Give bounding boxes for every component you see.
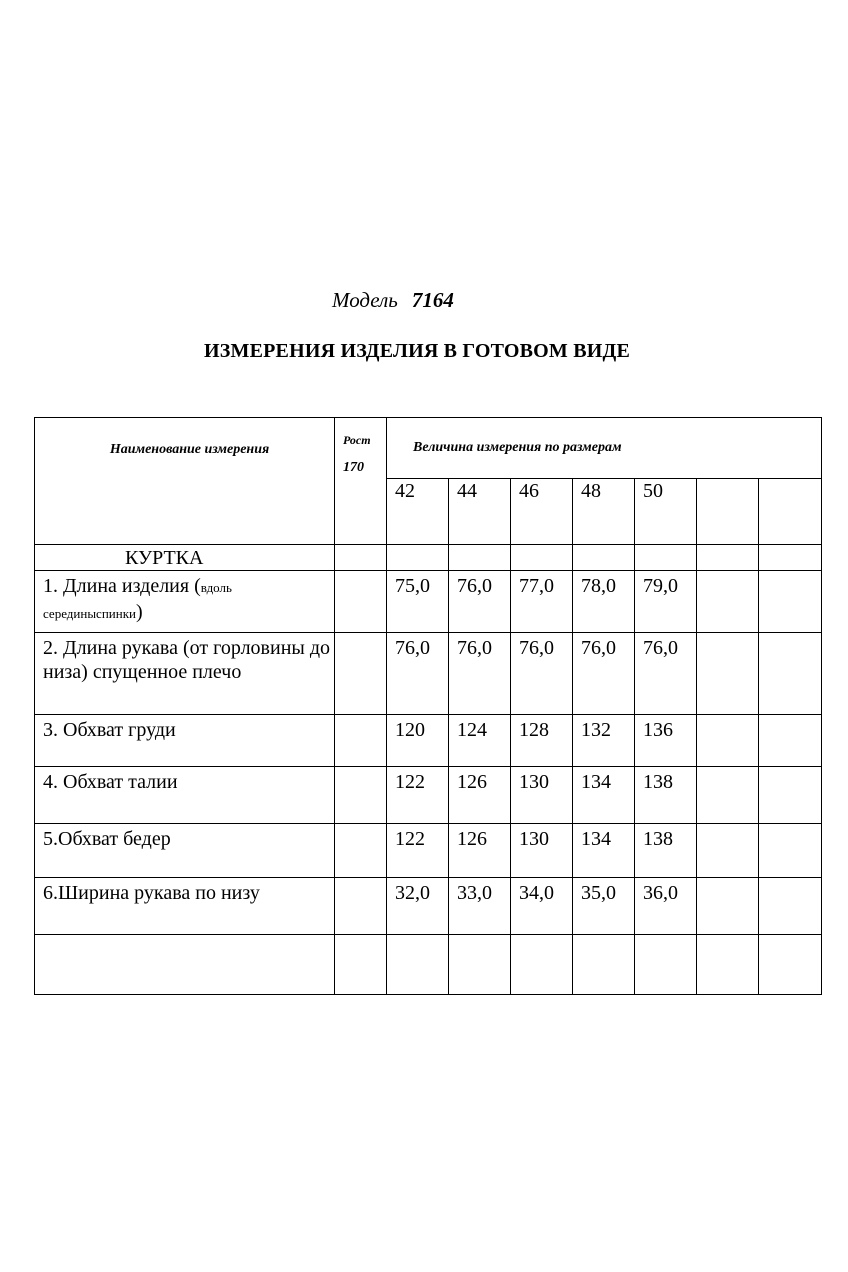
value-cell: 76,0 bbox=[511, 633, 573, 715]
value-cell: 77,0 bbox=[511, 571, 573, 633]
row-name: 1. Длина изделия ( bbox=[43, 575, 201, 597]
empty-row bbox=[35, 935, 822, 995]
empty-cell bbox=[449, 545, 511, 571]
size-cell bbox=[759, 479, 822, 545]
value-cell bbox=[759, 715, 822, 767]
value-cell bbox=[697, 633, 759, 715]
section-row bbox=[35, 545, 822, 571]
value-cell bbox=[697, 767, 759, 824]
value-cell: 134 bbox=[573, 824, 635, 878]
empty-cell bbox=[335, 878, 387, 935]
header-height-value: 170 bbox=[343, 460, 364, 475]
value-cell: 33,0 bbox=[449, 878, 511, 935]
empty-cell bbox=[449, 935, 511, 995]
size-cell: 42 bbox=[387, 479, 449, 545]
header-sizes-cell bbox=[387, 418, 822, 479]
empty-cell bbox=[335, 935, 387, 995]
section-label: КУРТКА bbox=[35, 545, 335, 571]
value-cell: 122 bbox=[387, 824, 449, 878]
empty-cell bbox=[335, 545, 387, 571]
measurement-name bbox=[35, 571, 335, 633]
row-note: вдоль серединыспинки bbox=[43, 580, 232, 621]
header-name-label: Наименование измерения bbox=[109, 442, 270, 457]
value-cell: 138 bbox=[635, 824, 697, 878]
size-cell: 46 bbox=[511, 479, 573, 545]
header-height-label: Рост bbox=[343, 433, 371, 447]
size-cell bbox=[697, 479, 759, 545]
value-cell: 136 bbox=[635, 715, 697, 767]
header-height-cell bbox=[335, 418, 387, 545]
value-cell: 138 bbox=[635, 767, 697, 824]
value-cell: 32,0 bbox=[387, 878, 449, 935]
value-cell: 36,0 bbox=[635, 878, 697, 935]
value-cell: 122 bbox=[387, 767, 449, 824]
measurement-name: 6.Ширина рукава по низу bbox=[35, 878, 335, 935]
size-cell: 44 bbox=[449, 479, 511, 545]
size-cell: 48 bbox=[573, 479, 635, 545]
header-name-cell bbox=[35, 418, 335, 545]
empty-cell bbox=[573, 935, 635, 995]
value-cell bbox=[697, 824, 759, 878]
value-cell: 128 bbox=[511, 715, 573, 767]
empty-cell bbox=[387, 935, 449, 995]
empty-cell bbox=[335, 571, 387, 633]
value-cell: 132 bbox=[573, 715, 635, 767]
empty-cell bbox=[759, 935, 822, 995]
header-row bbox=[35, 418, 822, 479]
measurement-name: 5.Обхват бедер bbox=[35, 824, 335, 878]
value-cell bbox=[759, 633, 822, 715]
value-cell bbox=[759, 824, 822, 878]
empty-cell bbox=[511, 545, 573, 571]
value-cell: 34,0 bbox=[511, 878, 573, 935]
empty-cell bbox=[335, 633, 387, 715]
value-cell bbox=[697, 715, 759, 767]
value-cell bbox=[759, 767, 822, 824]
table-row bbox=[35, 767, 822, 824]
table-row bbox=[35, 715, 822, 767]
empty-cell bbox=[511, 935, 573, 995]
empty-cell bbox=[759, 545, 822, 571]
empty-cell bbox=[335, 824, 387, 878]
value-cell: 76,0 bbox=[449, 633, 511, 715]
value-cell: 124 bbox=[449, 715, 511, 767]
table-row bbox=[35, 824, 822, 878]
value-cell bbox=[697, 878, 759, 935]
measurements-table bbox=[34, 417, 822, 995]
value-cell: 76,0 bbox=[387, 633, 449, 715]
value-cell: 120 bbox=[387, 715, 449, 767]
empty-cell bbox=[335, 767, 387, 824]
empty-cell bbox=[335, 715, 387, 767]
value-cell: 79,0 bbox=[635, 571, 697, 633]
empty-cell bbox=[35, 935, 335, 995]
model-line bbox=[332, 288, 454, 313]
value-cell bbox=[759, 878, 822, 935]
row-name-end: ) bbox=[135, 601, 143, 623]
table-row bbox=[35, 878, 822, 935]
size-cell: 50 bbox=[635, 479, 697, 545]
value-cell: 76,0 bbox=[449, 571, 511, 633]
measurement-name: 4. Обхват талии bbox=[35, 767, 335, 824]
value-cell: 35,0 bbox=[573, 878, 635, 935]
measurement-name: 3. Обхват груди bbox=[35, 715, 335, 767]
empty-cell bbox=[635, 935, 697, 995]
value-cell bbox=[697, 571, 759, 633]
table-row bbox=[35, 571, 822, 633]
value-cell: 76,0 bbox=[573, 633, 635, 715]
value-cell bbox=[759, 571, 822, 633]
document-title: ИЗМЕРЕНИЯ ИЗДЕЛИЯ В ГОТОВОМ ВИДЕ bbox=[204, 340, 630, 362]
value-cell: 130 bbox=[511, 824, 573, 878]
value-cell: 126 bbox=[449, 824, 511, 878]
value-cell: 130 bbox=[511, 767, 573, 824]
measurement-name: 2. Длина рукава (от горловины до низа) спущенное плечо bbox=[35, 633, 335, 715]
value-cell: 78,0 bbox=[573, 571, 635, 633]
empty-cell bbox=[697, 935, 759, 995]
model-number: 7164 bbox=[411, 288, 454, 312]
empty-cell bbox=[697, 545, 759, 571]
model-label: Модель bbox=[332, 288, 398, 312]
empty-cell bbox=[387, 545, 449, 571]
empty-cell bbox=[635, 545, 697, 571]
value-cell: 134 bbox=[573, 767, 635, 824]
value-cell: 75,0 bbox=[387, 571, 449, 633]
value-cell: 76,0 bbox=[635, 633, 697, 715]
empty-cell bbox=[573, 545, 635, 571]
value-cell: 126 bbox=[449, 767, 511, 824]
table-row bbox=[35, 633, 822, 715]
header-sizes-label: Величина измерения по размерам bbox=[413, 440, 622, 455]
